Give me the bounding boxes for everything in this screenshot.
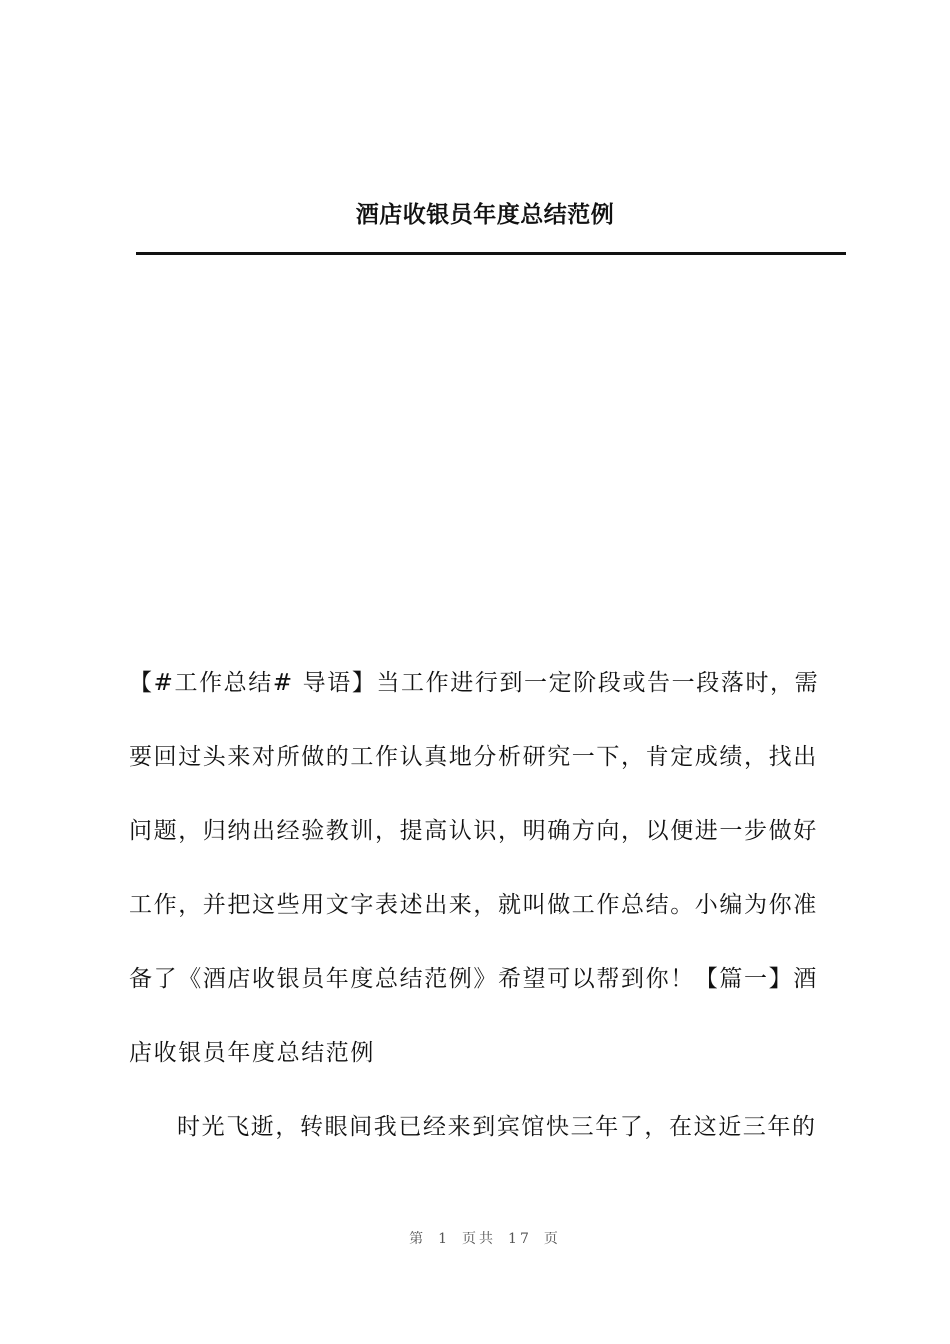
text-line: 问题，归纳出经验教训，提高认识，明确方向，以便进一步做好 (129, 818, 818, 844)
text-line: 要回过头来对所做的工作认真地分析研究一下，肯定成绩，找出 (129, 744, 818, 770)
footer-prefix: 第 (409, 1231, 427, 1247)
text-line: 备了《酒店收银员年度总结范例》希望可以帮到你！【篇一】酒 (129, 966, 818, 992)
text-line: 【#工作总结# 导语】当工作进行到一定阶段或告一段落时，需 (129, 670, 820, 696)
title-underline (136, 252, 846, 255)
total-pages-number: 17 (508, 1231, 532, 1247)
current-page-number: 1 (438, 1231, 451, 1247)
paragraph-intro (129, 646, 845, 1090)
paragraph-body (129, 1090, 845, 1164)
text-line: 店收银员年度总结范例 (129, 1040, 375, 1066)
text-line: 时光飞逝，转眼间我已经来到宾馆快三年了，在这近三年的 (177, 1114, 817, 1140)
document-body (129, 646, 845, 1164)
footer-suffix: 页 (543, 1231, 561, 1247)
footer-middle: 页共 (462, 1231, 497, 1247)
text-line: 工作，并把这些用文字表述出来，就叫做工作总结。小编为你准 (129, 892, 818, 918)
page-number-footer (0, 1228, 950, 1248)
document-title: 酒店收银员年度总结范例 (355, 202, 615, 228)
